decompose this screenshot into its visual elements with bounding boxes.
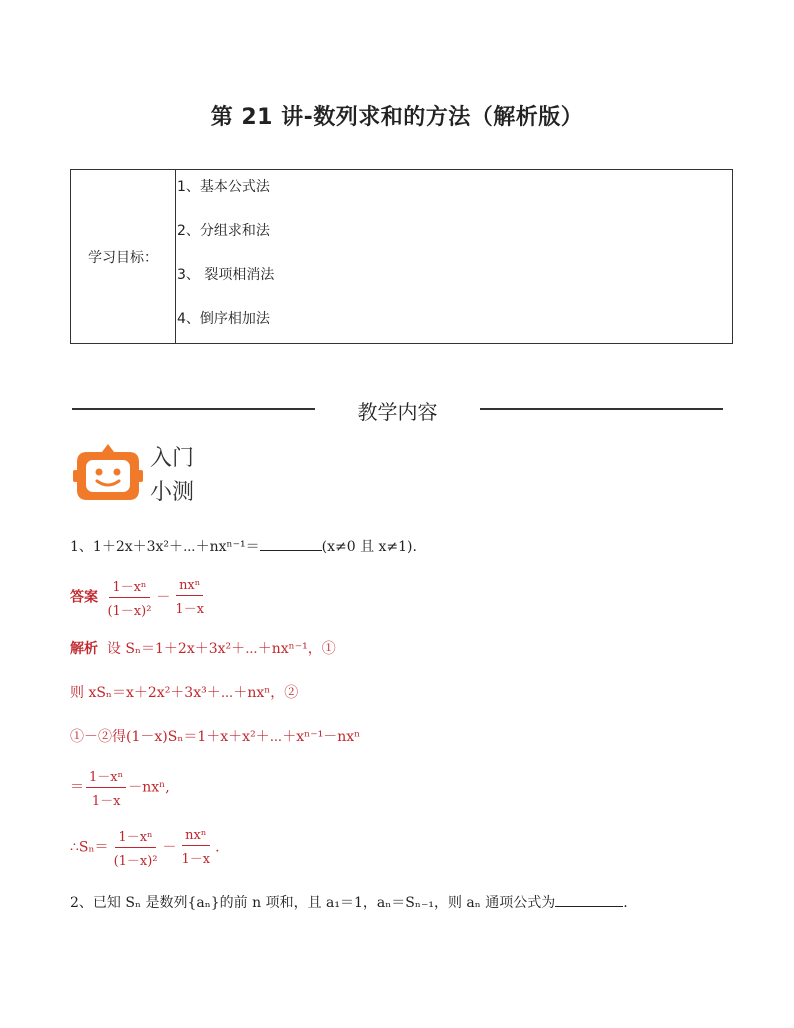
analysis-suffix: －nxⁿ, (128, 779, 170, 796)
q1-condition: (x≠0 且 x≠1). (321, 539, 417, 555)
answer-blank (260, 538, 322, 551)
fraction-numerator: nxⁿ (182, 828, 209, 846)
analysis-step-2: 则 xSₙ＝x＋2x²＋3x³＋⋯＋nxⁿ，② (70, 685, 299, 701)
section-heading: 教学内容 (357, 400, 438, 424)
question-1 (70, 536, 417, 556)
q1-number: 1、 (70, 539, 93, 555)
divider-line-right (480, 408, 723, 410)
badge-line-1: 入门 (150, 446, 195, 471)
q2-end: . (623, 895, 628, 911)
fraction-denominator: 1－x (175, 602, 205, 617)
answer-fraction-1 (104, 576, 154, 619)
answer-line (70, 576, 209, 619)
answer-blank (555, 894, 623, 907)
analysis-line-4 (70, 766, 170, 809)
divider-line-left (72, 408, 315, 410)
fraction-numerator: 1－xⁿ (109, 576, 149, 598)
result-suffix: . (215, 839, 220, 856)
goal-item: 4、倒序相加法 (177, 311, 270, 327)
analysis-fraction (86, 766, 126, 809)
result-fraction-1 (111, 826, 161, 869)
section-divider (0, 396, 794, 426)
minus-sign: － (162, 839, 177, 856)
fraction-denominator: (1－x)² (107, 604, 152, 619)
goals-list (176, 170, 732, 343)
equals-sign: ＝ (70, 779, 84, 796)
fraction-numerator: 1－xⁿ (115, 826, 155, 848)
goal-item: 1、基本公式法 (177, 179, 270, 195)
q1-expression: 1＋2x＋3x²＋⋯＋nxⁿ⁻¹＝ (92, 539, 260, 555)
analysis-step-1: 设 Sₙ＝1＋2x＋3x²＋⋯＋nxⁿ⁻¹，① (106, 641, 336, 657)
learning-goals-table (70, 169, 733, 344)
therefore-prefix: ∴Sₙ＝ (70, 839, 109, 856)
question-2 (70, 892, 628, 912)
analysis-label: 解析 (70, 641, 98, 657)
analysis-line-5 (70, 826, 220, 869)
fraction-denominator: (1－x)² (113, 854, 158, 869)
fraction-denominator: 1－x (181, 852, 211, 867)
goal-item: 2、分组求和法 (177, 223, 270, 239)
robot-chat-icon (73, 440, 143, 510)
goal-item: 3、 裂项相消法 (177, 267, 275, 283)
analysis-line-1 (70, 638, 336, 658)
badge-line-2: 小测 (150, 480, 195, 505)
answer-label: 答案 (70, 589, 98, 606)
fraction-numerator: 1－xⁿ (86, 766, 126, 788)
fraction-denominator: 1－x (91, 794, 121, 809)
analysis-step-3: ①－②得(1－x)Sₙ＝1＋x＋x²＋⋯＋xⁿ⁻¹－nxⁿ (70, 729, 361, 745)
badge-label (150, 442, 194, 510)
fraction-numerator: nxⁿ (176, 578, 203, 596)
page-title: 第 21 讲-数列求和的方法（解析版） (210, 105, 584, 130)
answer-fraction-2 (172, 578, 207, 617)
result-fraction-2 (179, 828, 214, 867)
goals-label: 学习目标： (71, 170, 176, 343)
minus-sign: － (156, 589, 171, 606)
q2-text: 2、已知 Sₙ 是数列{aₙ}的前 n 项和，且 a₁＝1，aₙ＝Sₙ₋₁，则 aₙ 通项公式为 (70, 895, 556, 911)
